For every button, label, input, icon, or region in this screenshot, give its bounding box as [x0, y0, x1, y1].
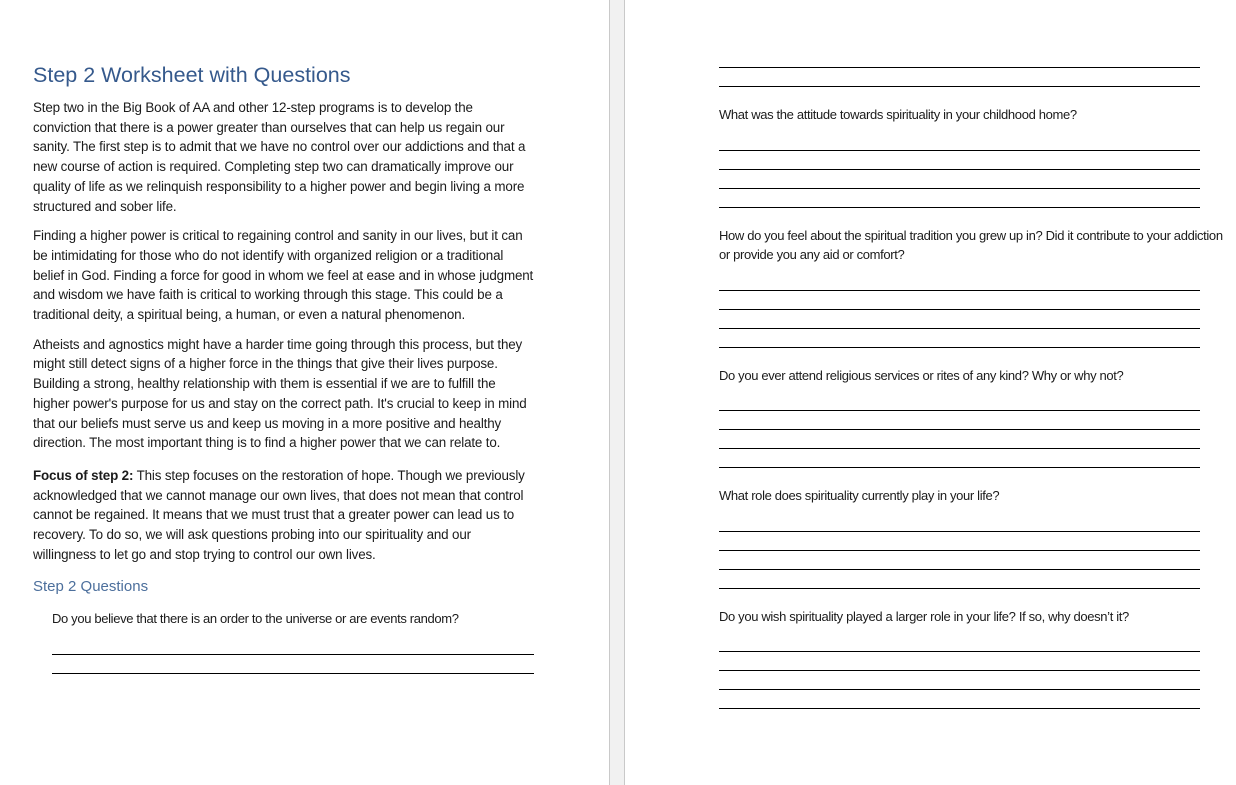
answer-line[interactable]	[719, 449, 1200, 468]
focus-text: This step focuses on the restoration of hope. Though we previously acknowledged that we cannot manage our own lives, that does not mean that control cannot be regained. It means that we must trust that a greater power can lead us to recovery. To do so, we will ask questions probing into our spirituality and our willingness to let go and stop trying to control our own lives.	[33, 467, 525, 562]
answer-line[interactable]	[719, 671, 1200, 690]
answer-line[interactable]	[719, 310, 1200, 329]
left-page	[0, 0, 609, 785]
question-childhood-attitude: What was the attitude towards spirituality in your childhood home?	[719, 107, 1077, 122]
right-page	[625, 0, 1236, 785]
question-current-role: What role does spirituality currently play in your life?	[719, 488, 1000, 503]
page-divider	[609, 0, 625, 785]
answer-line[interactable]	[719, 633, 1200, 652]
focus-label: Focus of step 2:	[33, 467, 134, 483]
answer-lines	[719, 272, 1200, 348]
answer-line[interactable]	[719, 189, 1200, 208]
body-paragraph: Finding a higher power is critical to regaining control and sanity in our lives, but it can be intimidating for those who do not identify with organized religion or a traditional belief in God. Finding a force for good in whom we feel at ease and in whose judgment and wisdom we have faith is critical to working through this stage. This could be a traditional deity, a spiritual being, a human, or even a natural phenomenon.	[33, 228, 534, 323]
answer-line[interactable]	[719, 570, 1200, 589]
answer-line[interactable]	[52, 636, 534, 655]
answer-lines	[719, 513, 1200, 589]
answer-line[interactable]	[719, 411, 1200, 430]
answer-line[interactable]	[719, 151, 1200, 170]
answer-line[interactable]	[719, 513, 1200, 532]
answer-lines	[719, 132, 1200, 208]
question-larger-role: Do you wish spirituality played a larger role in your life? If so, why doesn’t it?	[719, 608, 1129, 624]
answer-line[interactable]	[719, 132, 1200, 151]
answer-line[interactable]	[719, 690, 1200, 709]
questions-subheading: Step 2 Questions	[33, 578, 149, 596]
answer-line[interactable]	[719, 551, 1200, 570]
body-paragraph: Atheists and agnostics might have a harder time going through this process, but they might still detect signs of a higher force in the things that give their lives purpose. Building a strong, healthy relationship with them is essential if we are to fulfill the higher power's purpose for us and stay on the correct path. It's crucial to keep in mind that our beliefs must serve us and keep us moving in a more positive and healthy direction. The most important thing is to find a higher power that we can relate to.	[33, 336, 527, 451]
answer-line[interactable]	[719, 68, 1200, 87]
answer-lines	[719, 392, 1200, 468]
answer-line[interactable]	[719, 532, 1200, 551]
answer-line[interactable]	[52, 655, 534, 674]
answer-lines	[719, 49, 1200, 87]
question-spiritual-tradition: How do you feel about the spiritual tradition you grew up in? Did it contribute to your addiction or provide you any aid or comfort?	[719, 227, 1223, 262]
answer-lines	[719, 633, 1200, 709]
answer-line[interactable]	[719, 272, 1200, 291]
answer-line[interactable]	[719, 430, 1200, 449]
question-attend-services: Do you ever attend religious services or rites of any kind? Why or why not?	[719, 367, 1124, 383]
answer-line[interactable]	[719, 291, 1200, 310]
answer-line[interactable]	[719, 329, 1200, 348]
answer-line[interactable]	[719, 652, 1200, 671]
question-believe-order: Do you believe that there is an order to the universe or are events random?	[52, 611, 459, 627]
focus-paragraph	[33, 466, 534, 565]
answer-lines	[52, 636, 534, 674]
body-paragraph: Step two in the Big Book of AA and other 12-step programs is to develop the conviction that there is a power greater than ourselves that can help us regain our sanity. The first step is to admit that we have no control over our addictions and that a new course of action is required. Completing step two can dramatically improve our quality of life as we relinquish responsibility to a higher power and begin living a more structured and sober life.	[33, 100, 526, 214]
page-title: Step 2 Worksheet with Questions	[33, 63, 351, 87]
answer-line[interactable]	[719, 170, 1200, 189]
answer-line[interactable]	[719, 392, 1200, 411]
answer-line[interactable]	[719, 49, 1200, 68]
